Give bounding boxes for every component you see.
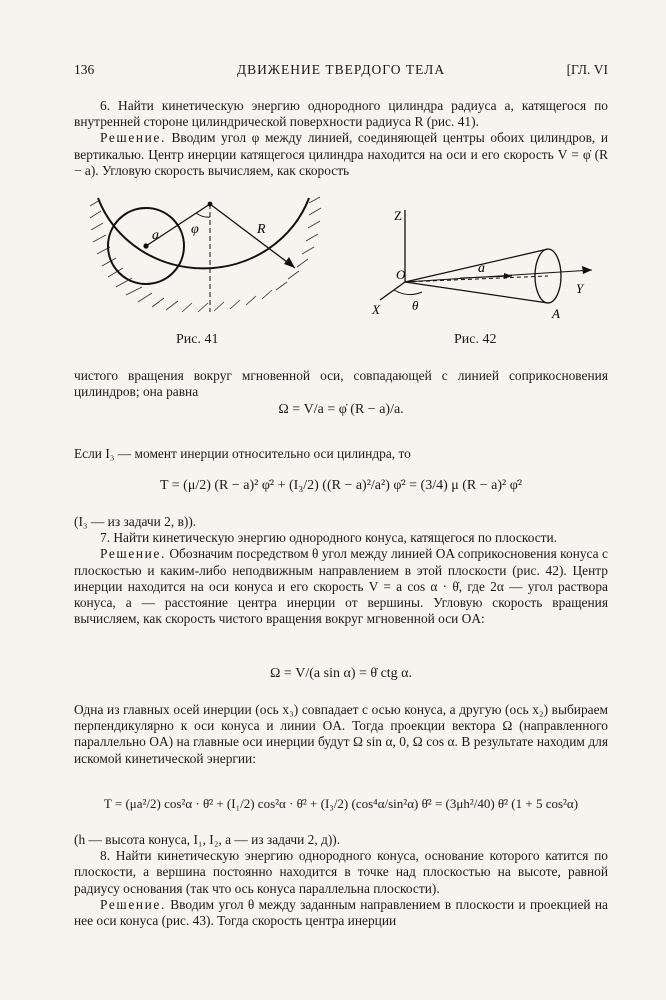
running-title: ДВИЖЕНИЕ ТВЕРДОГО ТЕЛА — [236, 62, 446, 77]
page-number: 136 — [74, 62, 95, 77]
equation-omega-1: Ω = V/a = φ̇ (R − a)/a. — [278, 402, 404, 417]
problem-8-solution — [74, 897, 608, 929]
solution-label: Решение. — [100, 130, 166, 146]
equation-omega-2: Ω = V/(a sin α) = θ̇ ctg α. — [269, 666, 413, 681]
label-theta: θ — [412, 298, 419, 313]
y-arrow-head — [582, 266, 592, 274]
solution-text: Обозначим посредством θ угол между линией OA соприкосновения конуса с плоскостью и каким-либо неподвижным направлением в этой плоскости (рис. 42). Центр инерции находится на оси конуса и его скорость V = a cos α · θ̇, где 2α — угол раствора конуса, a — расстояние центра инерции от вершины. Угловую скорость вращения вычисляем, как скорость чистого вращения вокруг мгновенной оси OA: — [74, 546, 608, 627]
a-arrow-head — [504, 273, 512, 279]
figure-41 — [84, 196, 324, 326]
label-a: a — [478, 261, 485, 276]
equation-energy-2: T = (μa²/2) cos²α · θ̇² + (I₁/2) cos²α · θ̇² + (I₃/2) (cos⁴α/sin²α) θ̇² = (3μh²/40) θ̇² (1 + 5 cos²α) — [103, 796, 579, 811]
label-R: R — [257, 222, 266, 237]
problem-7 — [74, 514, 608, 627]
label-X: X — [372, 302, 380, 317]
label-A: A — [552, 306, 560, 321]
x-axis — [380, 282, 405, 300]
theta-arc — [394, 290, 422, 295]
solution-text: Вводим угол φ между линией, соединяющей центры обоих цилиндров, и вертикалью. Центр инерции катящегося цилиндра находится на оси и его скорость V = φ̇ (R − a). Угловую скорость вычисляем, как скорость — [74, 130, 608, 178]
problem-6-solution — [74, 130, 608, 179]
problem-6-continued — [74, 368, 608, 400]
problem-6 — [74, 98, 608, 179]
chapter-label: [ГЛ. VI — [566, 62, 608, 77]
label-Z: Z — [394, 208, 402, 223]
paragraph: чистого вращения вокруг мгновенной оси, совпадающей с линией соприкосновения цилиндров; она равна — [74, 368, 608, 400]
running-header — [74, 62, 608, 82]
problem-7-continued — [74, 702, 608, 767]
problem-6-note: (I₃ — из задачи 2, в)). — [74, 514, 197, 529]
solution-text: Вводим угол θ между заданным направлением в плоскости и проекцией на нее оси конуса (рис. 43). Тогда скорость центра инерции — [74, 896, 608, 929]
label-Y: Y — [576, 281, 584, 296]
arrow-head — [284, 257, 295, 268]
problem-8 — [74, 832, 608, 929]
solution-label: Решение. — [100, 896, 166, 912]
solution-label: Решение. — [100, 546, 166, 562]
figure-41-caption: Рис. 41 — [176, 332, 219, 347]
paragraph: Одна из главных осей инерции (ось x₃) совпадает с осью конуса, а другую (ось x₂) выбираем перпендикулярно к оси конуса и линии OA. Тогда проекции вектора Ω (направленного параллельно OA) на главные оси инерции будут Ω sin α, 0, Ω cos α. В результате находим для искомой кинетической энергии: — [74, 702, 608, 766]
cone-bottom-edge — [405, 282, 548, 303]
label-a: a — [152, 228, 159, 243]
top-point — [208, 202, 213, 207]
equation-energy-1: T = (μ/2) (R − a)² φ̇² + (I₃/2) ((R − a)²/a²) φ̇² = (3/4) μ (R − a)² φ̇² — [159, 478, 523, 493]
figure-42-caption: Рис. 42 — [454, 332, 497, 347]
paragraph: Если I₃ — момент инерции относительно оси цилиндра, то — [74, 446, 411, 461]
label-phi: φ — [191, 222, 199, 237]
problem-8-statement: 8. Найти кинетическую энергию однородного конуса, основание которого катится по плоскости, а вершина постоянно находится в точке над плоскостью на высоте, равной радиусу основания (так что ось конуса параллельна плоскости). — [74, 848, 608, 896]
problem-7-statement: 7. Найти кинетическую энергию однородного конуса, катящегося по плоскости. — [100, 530, 558, 546]
phi-arc — [196, 213, 210, 217]
problem-7-note: (h — высота конуса, I₁, I₂, a — из задачи 2, д)). — [74, 832, 341, 847]
problem-6-statement: 6. Найти кинетическую энергию однородного цилиндра радиуса a, катящегося по внутренней стороне цилиндрической поверхности радиуса R (рис. 41). — [74, 98, 608, 130]
moment-paragraph — [74, 446, 608, 462]
label-O: O — [396, 267, 406, 282]
figure-42 — [360, 202, 600, 324]
problem-7-solution — [74, 546, 608, 627]
